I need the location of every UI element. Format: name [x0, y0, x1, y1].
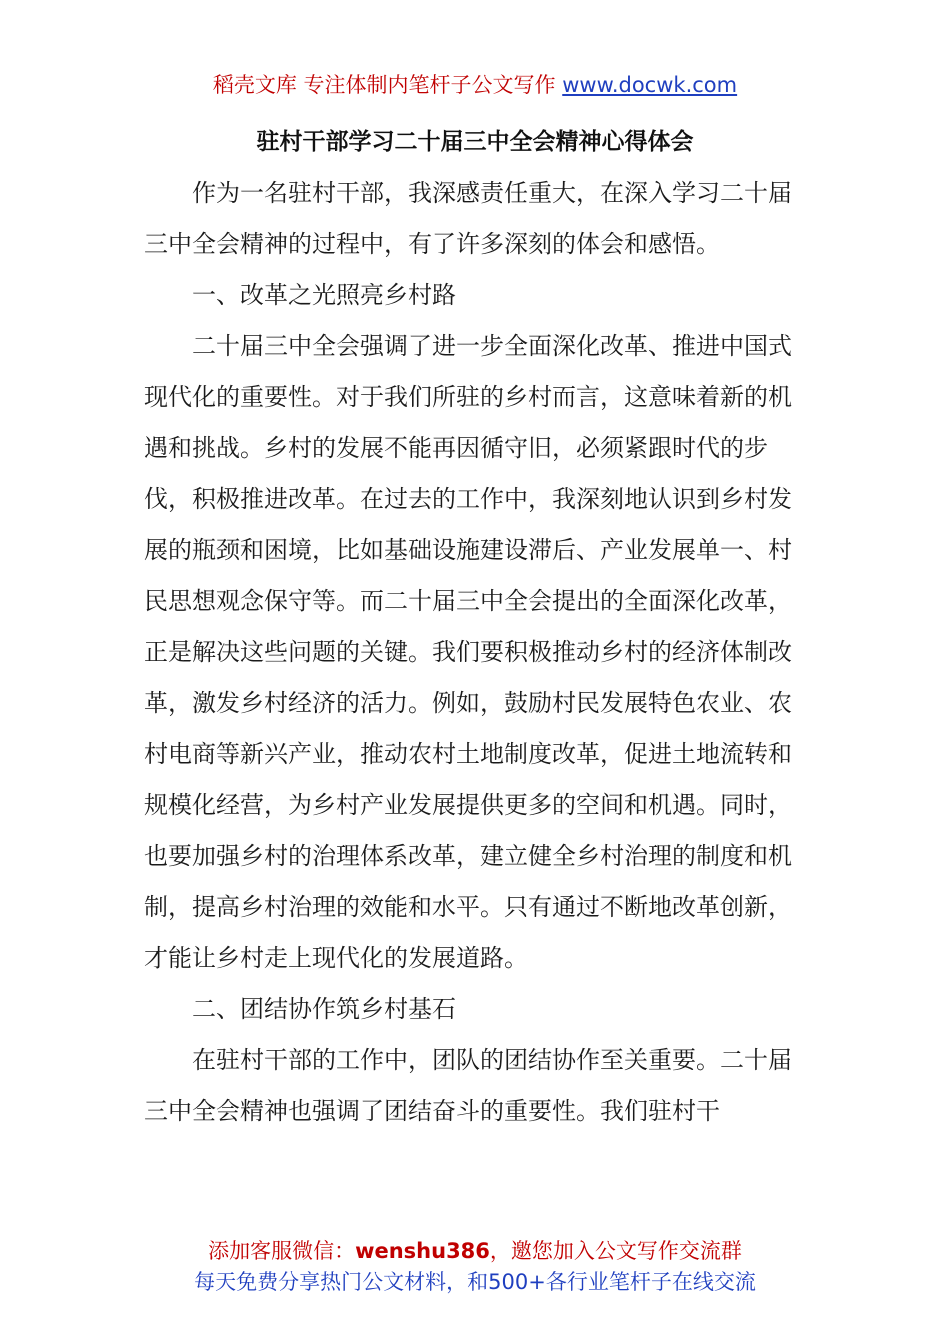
footer-wechat-suffix: ，邀您加入公文写作交流群 [489, 1239, 742, 1263]
site-header [0, 68, 950, 102]
section-2-paragraph: 在驻村干部的工作中，团队的团结协作至关重要。二十届三中全会精神也强调了团结奋斗的重要性。我们驻村干 [144, 1046, 792, 1125]
header-brand: 稻壳文库 专注体制内笔杆子公文写作 [212, 73, 563, 97]
footer-share-line: 每天免费分享热门公文材料，和500+各行业笔杆子在线交流 [194, 1270, 756, 1294]
footer-wechat-prefix: 添加客服微信： [208, 1239, 356, 1263]
section-heading-1: 一、改革之光照亮乡村路 [192, 281, 456, 309]
header-website-link[interactable]: www.docwk.com [562, 73, 738, 97]
promo-footer [0, 1236, 950, 1298]
section-heading-2: 二、团结协作筑乡村基石 [192, 995, 456, 1023]
intro-paragraph: 作为一名驻村干部，我深感责任重大，在深入学习二十届三中全会精神的过程中，有了许多深刻的体会和感悟。 [144, 179, 792, 258]
section-1-paragraph: 二十届三中全会强调了进一步全面深化改革、推进中国式现代化的重要性。对于我们所驻的乡村而言，这意味着新的机遇和挑战。乡村的发展不能再因循守旧，必须紧跟时代的步伐，积极推进改革。在过去的工作中，我深刻地认识到乡村发展的瓶颈和困境，比如基础设施建设滞后、产业发展单一、村民思想观念保守等。而二十届三中全会提出的全面深化改革，正是解决这些问题的关键。我们要积极推动乡村的经济体制改革，激发乡村经济的活力。例如，鼓励村民发展特色农业、农村电商等新兴产业，推动农村土地制度改革，促进土地流转和规模化经营，为乡村产业发展提供更多的空间和机遇。同时，也要加强乡村的治理体系改革，建立健全乡村治理的制度和机制，提高乡村治理的效能和水平。只有通过不断地改革创新，才能让乡村走上现代化的发展道路。 [144, 332, 792, 972]
document-body [144, 168, 806, 1137]
footer-wechat-line [0, 1236, 950, 1267]
document-title: 驻村干部学习二十届三中全会精神心得体会 [256, 129, 694, 155]
footer-wechat-id: wenshu386 [355, 1239, 490, 1263]
